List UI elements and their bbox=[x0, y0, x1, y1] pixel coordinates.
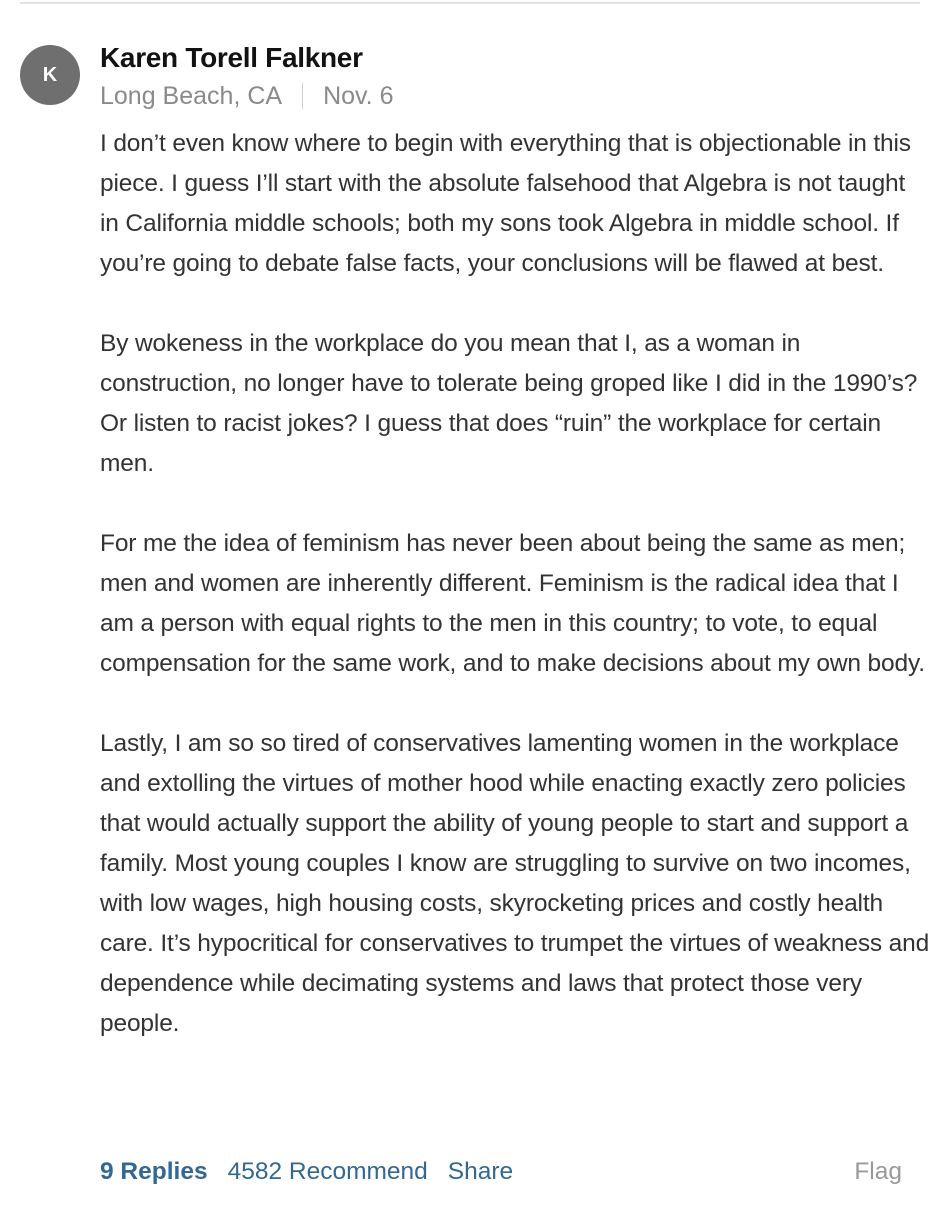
recommend-button[interactable]: 4582 Recommend bbox=[227, 1158, 428, 1185]
share-button[interactable]: Share bbox=[447, 1158, 514, 1185]
comment-paragraph: By wokeness in the workplace do you mean that I, as a woman in construction, no longer have to tolerate being groped like I did in the 1990’s? Or listen to racist jokes? I guess that does “ruin” the workplace for certain men. bbox=[100, 330, 918, 477]
replies-button[interactable]: 9 Replies bbox=[100, 1158, 208, 1185]
comment-body bbox=[100, 124, 930, 1044]
author-name[interactable]: Karen Torell Falkner bbox=[100, 42, 363, 73]
comment-actions bbox=[100, 1152, 902, 1192]
top-divider bbox=[20, 2, 920, 4]
comment-date: Nov. 6 bbox=[323, 82, 394, 110]
comment-paragraph: For me the idea of feminism has never been about being the same as men; men and women are inherently different. Feminism is the radical idea that I am a person with equal rights to the men in this country; to vote, to equal compensation for the same work, and to make decisions about my own body. bbox=[100, 530, 925, 677]
meta-divider bbox=[302, 83, 303, 109]
avatar-initial: K bbox=[42, 63, 58, 86]
comment-paragraph: I don’t even know where to begin with everything that is objectionable in this piece. I guess I’ll start with the absolute falsehood that Algebra is not taught in California middle schools; both my sons took Algebra in middle school. If you’re going to debate false facts, your conclusions will be flawed at best. bbox=[100, 130, 911, 277]
flag-button[interactable]: Flag bbox=[854, 1158, 902, 1185]
author-location: Long Beach, CA bbox=[100, 82, 283, 110]
comment-paragraph: Lastly, I am so so tired of conservatives lamenting women in the workplace and extolling the virtues of mother hood while enacting exactly zero policies that would actually support the ability of young people to start and support a family. Most young couples I know are struggling to survive on two incomes, with low wages, high housing costs, skyrocketing prices and costly health care. It’s hypocritical for conservatives to trumpet the virtues of weakness and dependence while decimating systems and laws that protect those very people. bbox=[100, 730, 930, 1037]
avatar[interactable] bbox=[20, 45, 80, 105]
comment-meta bbox=[100, 78, 930, 114]
comment bbox=[100, 40, 930, 1044]
